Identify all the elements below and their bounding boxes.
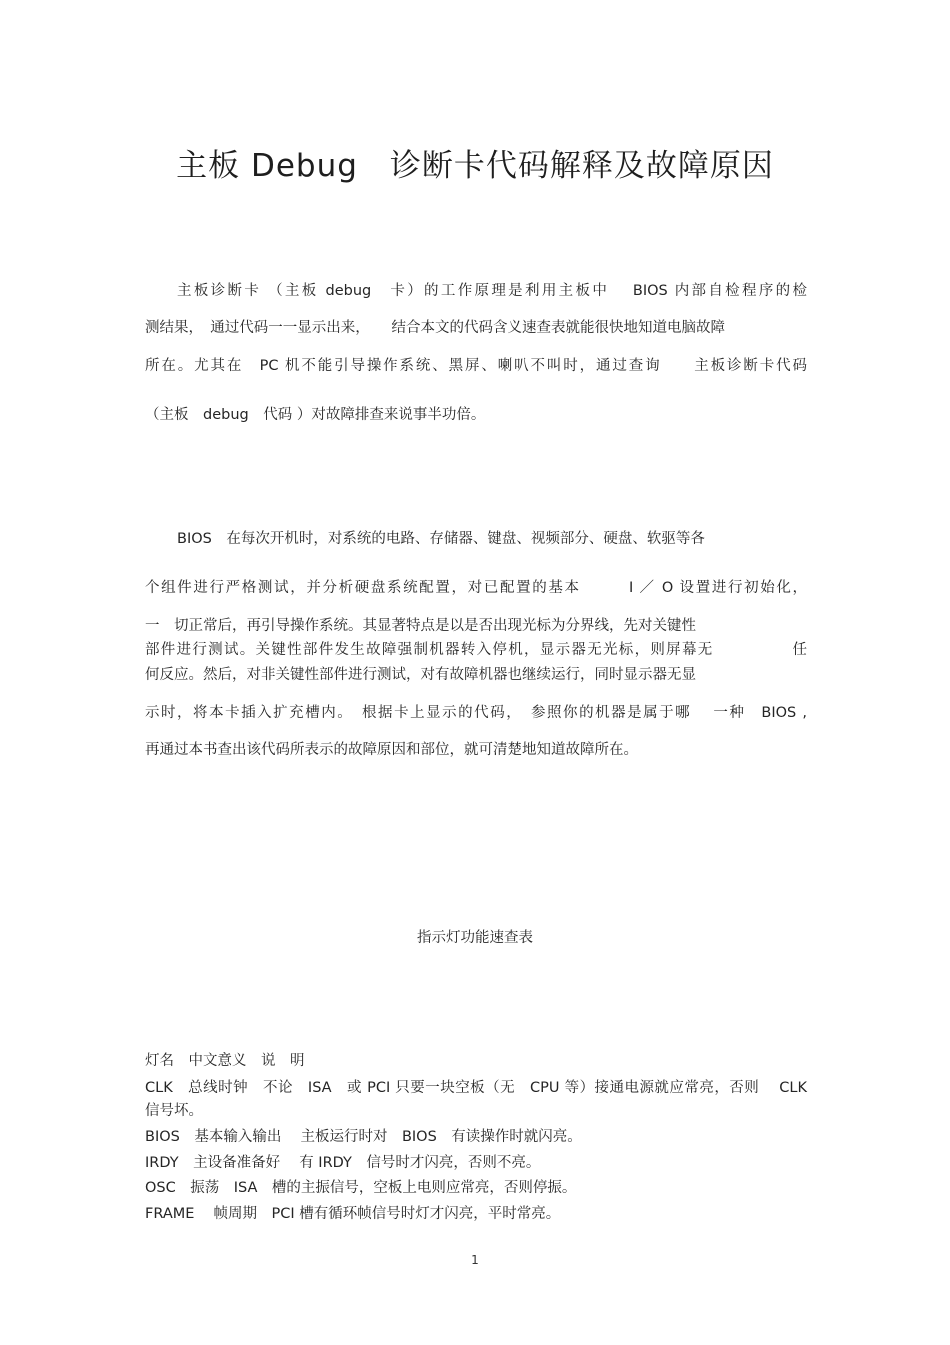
paragraph-2-line: 再通过本书查出该代码所表示的故障原因和部位，就可清楚地知道故障所在。 <box>145 742 638 758</box>
paragraph-2-line: 何反应。然后，对非关键性部件进行测试，对有故障机器也继续运行，同时显示器无显 <box>145 667 696 683</box>
page-number: 1 <box>471 1253 479 1267</box>
table-title: 指示灯功能速查表 <box>417 930 533 946</box>
paragraph-1-line: 测结果， 通过代码一一显示出来， 结合本文的代码含义速查表就能很快地知道电脑故障 <box>145 320 725 336</box>
table-row-line: BIOS 基本输入输出 主板运行时对 BIOS 有读操作时就闪亮。 <box>145 1129 582 1145</box>
paragraph-2-line: 示时，将本卡插入扩充槽内。 根据卡上显示的代码， 参照你的机器是属于哪 一种 BIOS , <box>145 705 807 721</box>
paragraph-1-line: （主板 debug 代码 ）对故障排查来说事半功倍。 <box>145 407 486 423</box>
table-row-line: 信号坏。 <box>145 1103 203 1119</box>
table-row-line: IRDY 主设备准备好 有 IRDY 信号时才闪亮，否则不亮。 <box>145 1155 541 1171</box>
page-title: 主板 Debug 诊断卡代码解释及故障原因 <box>176 148 774 184</box>
paragraph-1-line: 主板诊断卡 （主板 debug 卡）的工作原理是利用主板中 BIOS 内部自检程序的检 <box>177 283 807 299</box>
table-row-line: CLK 总线时钟 不论 ISA 或 PCI 只要一块空板（无 CPU 等）接通电源就应常亮，否则 CLK <box>145 1080 807 1096</box>
paragraph-1-line: 所在。尤其在 PC 机不能引导操作系统、黑屏、喇叭不叫时，通过查询 主板诊断卡代码 <box>145 358 807 374</box>
paragraph-2-line: 个组件进行严格测试，并分析硬盘系统配置，对已配置的基本 I ／ O 设置进行初始化， <box>145 580 807 596</box>
table-row-line: OSC 振荡 ISA 槽的主振信号，空板上电则应常亮，否则停振。 <box>145 1180 577 1196</box>
paragraph-2-line: BIOS 在每次开机时，对系统的电路、存储器、键盘、视频部分、硬盘、软驱等各 <box>177 531 705 547</box>
paragraph-2-line: 一 切正常后，再引导操作系统。其显著特点是以是否出现光标为分界线，先对关键性 <box>145 618 696 634</box>
table-header-line: 灯名 中文意义 说 明 <box>145 1053 305 1069</box>
paragraph-2-line: 部件进行测试。关键性部件发生故障强制机器转入停机，显示器无光标，则屏幕无 任 <box>145 642 807 658</box>
table-row-line: FRAME 帧周期 PCI 槽有循环帧信号时灯才闪亮，平时常亮。 <box>145 1206 561 1222</box>
